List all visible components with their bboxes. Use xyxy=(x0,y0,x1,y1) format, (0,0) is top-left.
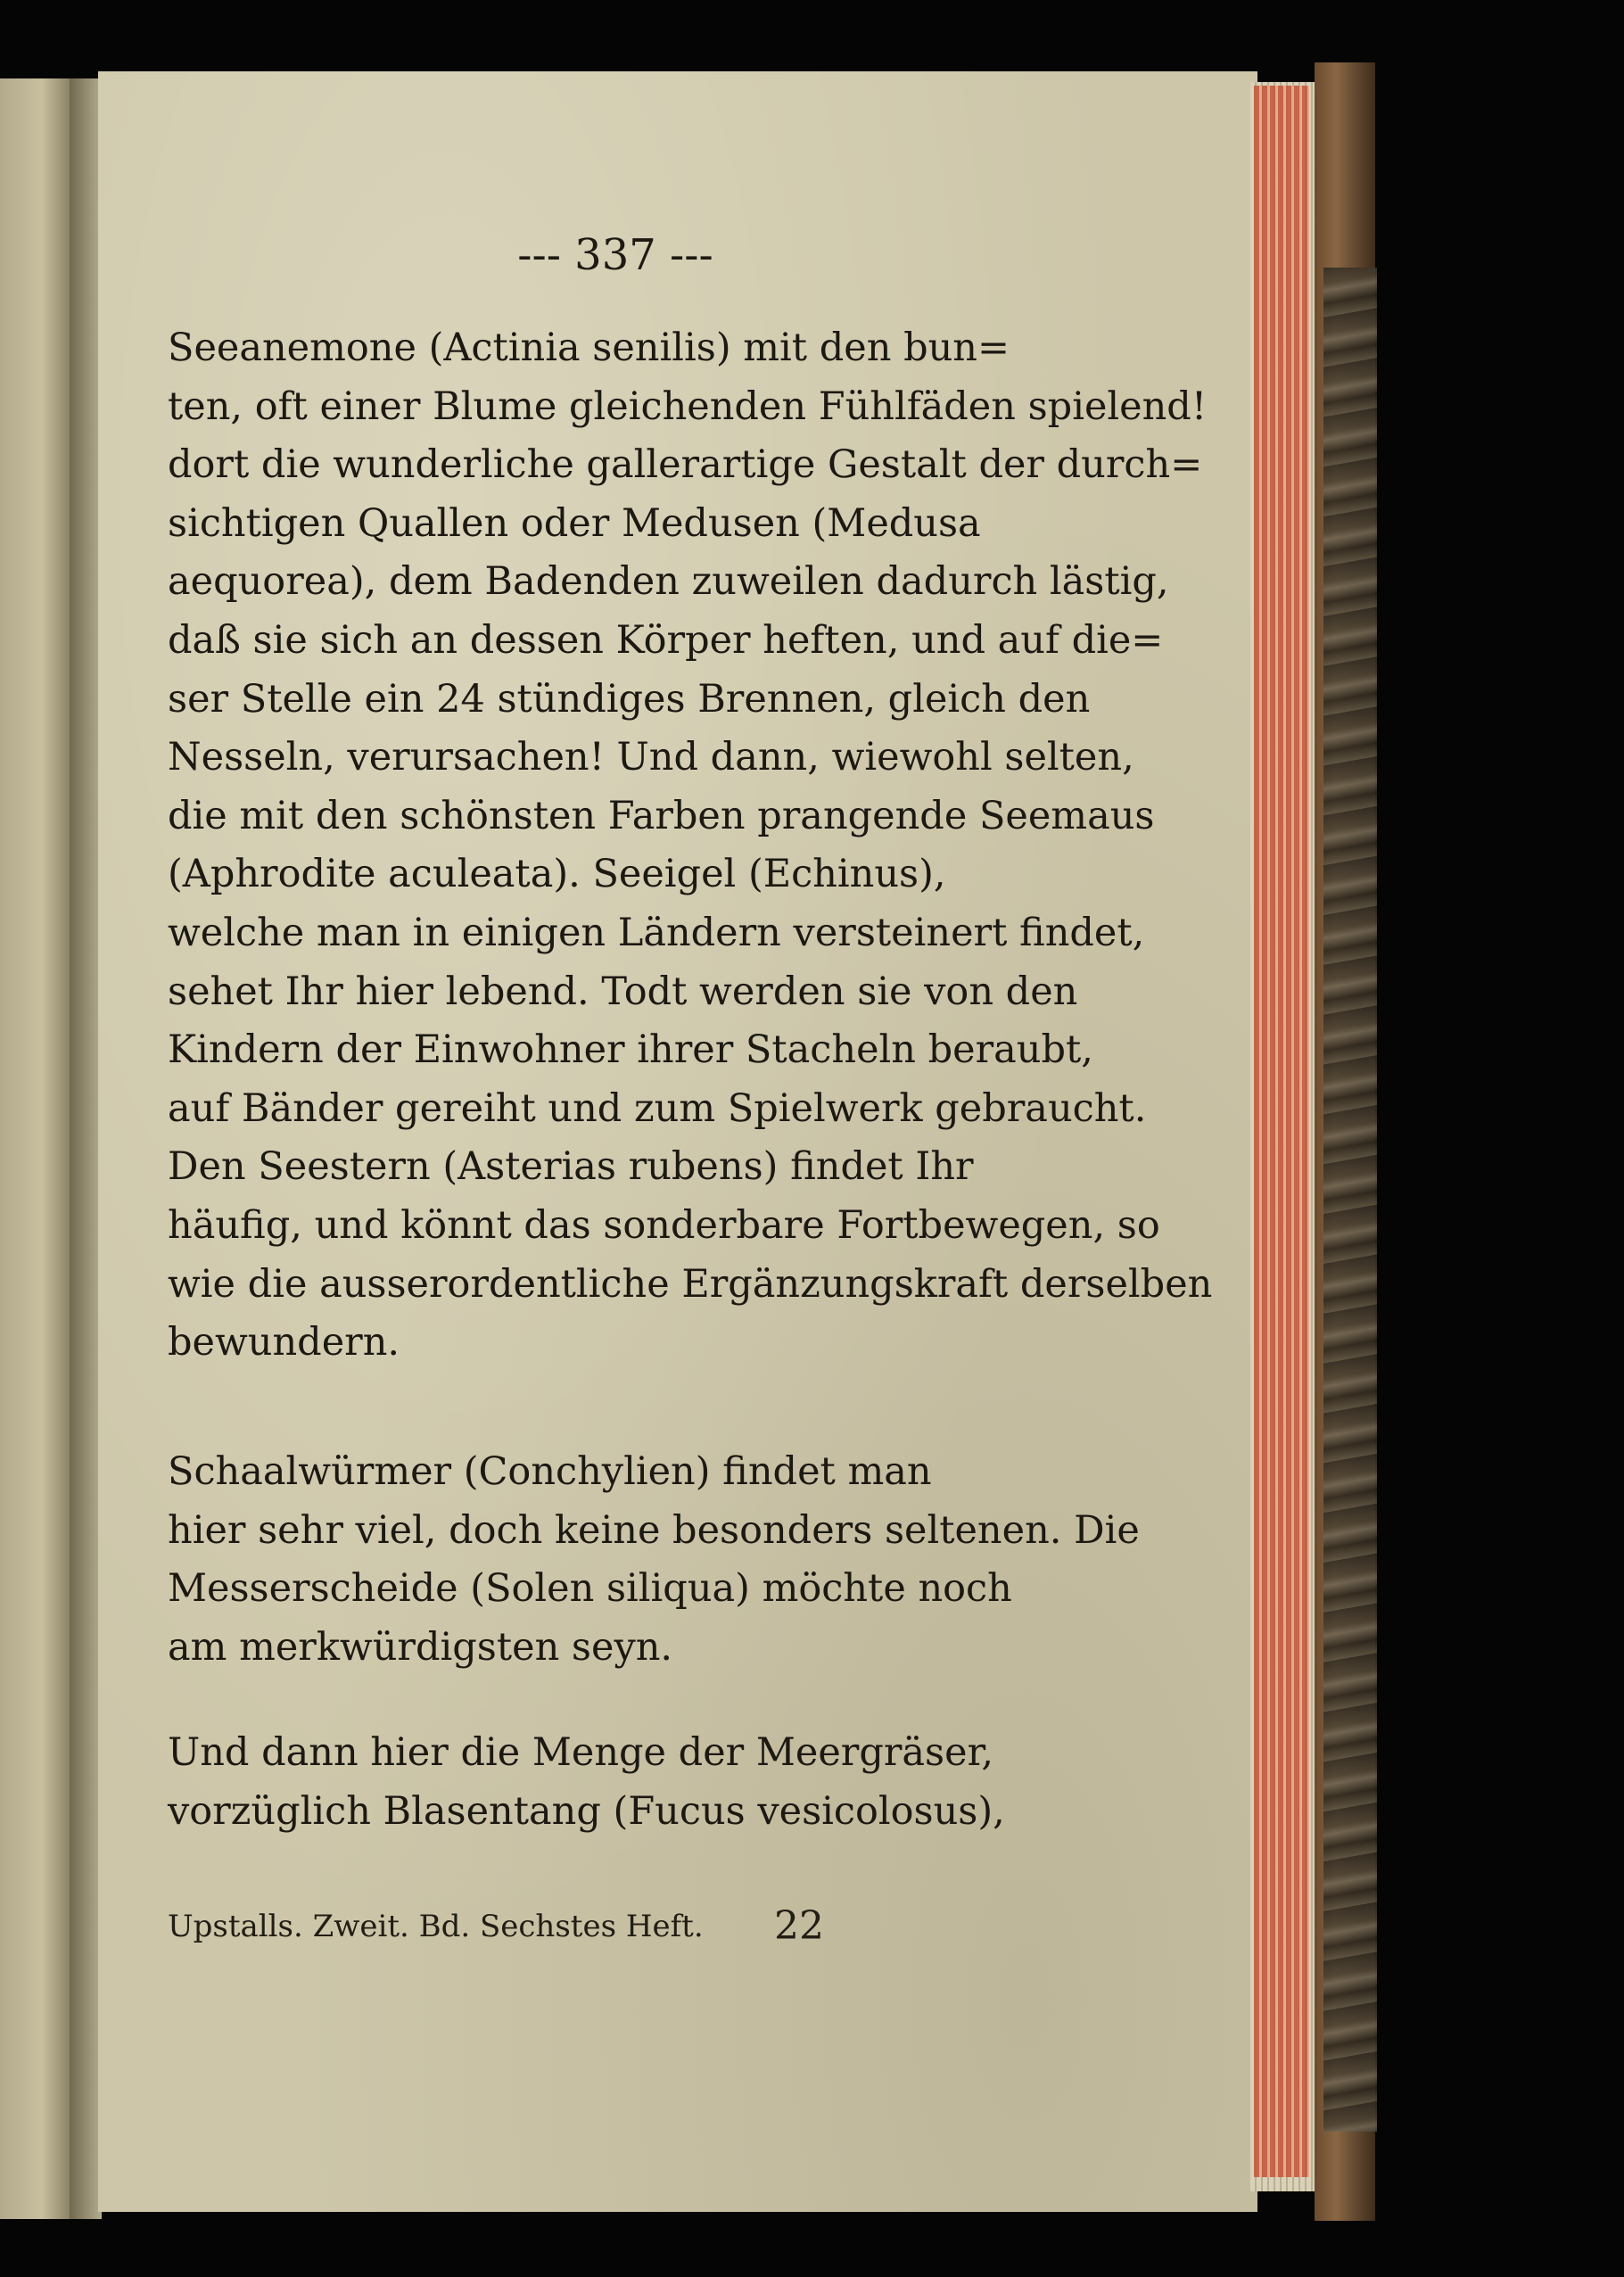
text-line: sichtigen Quallen oder Medusen (Medusa xyxy=(168,500,981,546)
text-line: wie die ausserordentliche Ergänzungskraft derselben xyxy=(168,1261,1213,1307)
text-line: bewundern. xyxy=(168,1320,400,1365)
text-line: hier sehr viel, doch keine besonders seltenen. Die xyxy=(168,1507,1140,1553)
text-line: Seeanemone (Actinia senilis) mit den bun= xyxy=(168,326,1010,370)
text-line: (Aphrodite aculeata). Seeigel (Echinus), xyxy=(168,852,946,897)
text-line: daß sie sich an dessen Körper heften, und auf die= xyxy=(168,617,1164,663)
text-line: Den Seestern (Asterias rubens) findet Ihr xyxy=(168,1144,974,1190)
text-line: welche man in einigen Ländern versteinert findet, xyxy=(168,910,1145,955)
text-line: häufig, und könnt das sonderbare Fortbewegen, so xyxy=(168,1202,1160,1248)
text-line: ser Stelle ein 24 stündiges Brennen, gleich den xyxy=(168,676,1091,722)
text-line: Kindern der Einwohner ihrer Stacheln beraubt, xyxy=(168,1027,1093,1073)
book-gutter xyxy=(70,78,102,2219)
text-line: die mit den schönsten Farben prangende Seemaus xyxy=(168,793,1155,838)
paragraph-1 xyxy=(168,319,1213,1373)
paragraph-3 xyxy=(168,1724,1059,1841)
page-number: --- 337 --- xyxy=(517,230,713,280)
text-line: Nesseln, verursachen! Und dann, wiewohl selten, xyxy=(168,735,1134,780)
footer-signature: Upstalls. Zweit. Bd. Sechstes Heft. xyxy=(168,1909,704,1944)
previous-page-edge xyxy=(0,78,72,2219)
text-line: am merkwürdigsten seyn. xyxy=(168,1624,673,1670)
text-line: ten, oft einer Blume gleichenden Fühlfäden spielend! xyxy=(168,384,1208,429)
text-line: dort die wunderliche gallerartige Gestalt der durch= xyxy=(168,442,1203,488)
text-line: Messerscheide (Solen siliqua) möchte noch xyxy=(168,1566,1012,1612)
text-line: auf Bänder gereiht und zum Spielwerk gebraucht. xyxy=(168,1085,1147,1131)
text-line: sehet Ihr hier lebend. Todt werden sie von den xyxy=(168,969,1078,1014)
red-page-edge xyxy=(1254,86,1309,2177)
text-line: vorzüglich Blasentang (Fucus vesicolosus), xyxy=(168,1788,1005,1834)
text-line: aequorea), dem Badenden zuweilen dadurch lästig, xyxy=(168,559,1169,605)
text-line: Schaalwürmer (Conchylien) findet man xyxy=(168,1449,932,1494)
marbled-cover xyxy=(1323,268,1377,2132)
sheet-number: 22 xyxy=(774,1903,824,1949)
text-line: Und dann hier die Menge der Meergräser, xyxy=(168,1730,994,1775)
paragraph-2 xyxy=(168,1443,1140,1677)
